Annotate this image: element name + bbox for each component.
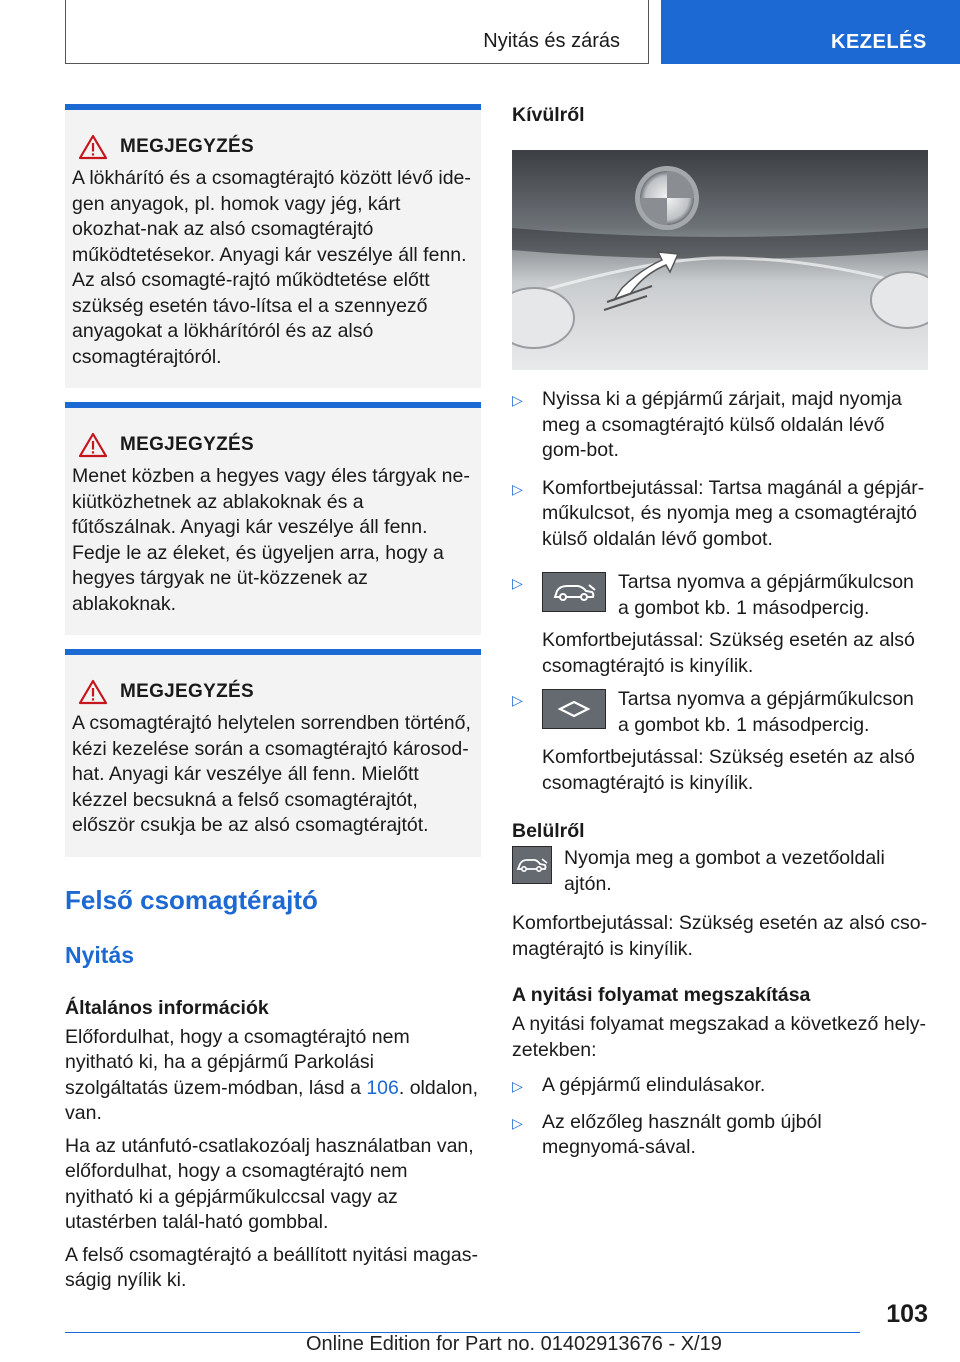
paragraph-heading: Általános információk — [65, 996, 269, 1019]
list-item: ▷ Tartsa nyomva a gépjárműkulcson a gombot kb. 1 másodpercig. Komfortbejutással: Szükség esetén az alsó csomagtérajtó is kinyílik. — [512, 570, 928, 679]
paragraph: Előfordulhat, hogy a csomagtérajtó nem nyitható ki, ha a gépjármű Parkolási szolgáltatás üzem-módban, lásd a 106. oldalon, van. — [65, 1025, 479, 1124]
warning-triangle-icon — [78, 432, 108, 458]
header-chapter-box — [661, 0, 960, 64]
warning-triangle-icon — [78, 679, 108, 705]
bullet-triangle-icon: ▷ — [512, 392, 523, 408]
warning-triangle-icon — [78, 134, 108, 160]
chapter-title: KEZELÉS — [831, 31, 927, 53]
paragraph-heading: A nyitási folyamat megszakítása — [512, 984, 811, 1006]
bullet-triangle-icon: ▷ — [512, 575, 523, 591]
paragraph-heading: Belülről — [512, 820, 585, 842]
note-title: MEGJEGYZÉS — [120, 136, 254, 157]
note-text: A lökhárító és a csomagtérajtó között lévő ide-gen anyagok, pl. homok vagy jég, kárt okozhat-nak az alsó csomagtérajtó működtetésekor. Anyagi kár veszélye áll fenn. Az alsó csomagté-rajtó működtetése előtt szükség esetén távo-lítsa el a szennyező anyagokat a lökhárítóról és az alsó csomagtérajtóról. — [72, 167, 471, 368]
note-title: MEGJEGYZÉS — [120, 434, 254, 455]
diamond-icon — [542, 689, 606, 729]
warning-note — [65, 104, 481, 388]
paragraph: A nyitási folyamat megszakad a következő hely-zetekben: — [512, 1013, 927, 1061]
note-title: MEGJEGYZÉS — [120, 681, 254, 702]
paragraph-heading: Kívülről — [512, 104, 585, 126]
right-column — [512, 104, 928, 1161]
car-tailgate-icon — [542, 572, 606, 612]
header-section-box — [65, 0, 649, 64]
list-item: ▷ Tartsa nyomva a gépjárműkulcson a gombot kb. 1 másodpercig. Komfortbejutással: Szükség esetén az alsó csomagtérajtó is kinyílik. — [512, 687, 928, 796]
subsection-heading: Nyitás — [65, 941, 135, 968]
section-title: Nyitás és zárás — [483, 30, 620, 52]
page-number: 103 — [886, 1300, 928, 1328]
note-text: Menet közben a hegyes vagy éles tárgyak ne-kiütközhetnek az ablakoknak és a fűtőszálnak. Anyagi kár veszélye áll fenn. Fedje le az éleket, és ügyeljen arra, hogy a hegyes tárgyak ne üt-közzenek az ablakoknak. — [72, 465, 470, 615]
list-item: ▷ Az előzőleg használt gomb újból megnyomá-sával. — [512, 1110, 928, 1161]
left-column — [65, 104, 481, 1301]
tailgate-button-photo — [512, 150, 928, 370]
paragraph: Ha az utánfutó-csatlakozóalj használatban van, előfordulhat, hogy a csomagtérajtó nem nyitható ki a gépjárműkulccsal vagy az utastérben talál-ható gombbal. — [65, 1134, 474, 1233]
bullet-triangle-icon: ▷ — [512, 692, 523, 708]
inside-instruction: Nyomja meg a gombot a vezetőoldali ajtón. — [512, 846, 928, 897]
warning-note — [65, 649, 481, 857]
bullet-triangle-icon: ▷ — [512, 480, 523, 497]
paragraph: Komfortbejutással: Szükség esetén az alsó cso-magtérajtó is kinyílik. — [512, 912, 928, 960]
paragraph: A felső csomagtérajtó a beállított nyitási magas-ságig nyílik ki. — [65, 1243, 478, 1291]
list-item: ▷ Komfortbejutással: Tartsa magánál a gépjár-műkulcsot, és nyomja meg a csomagtérajtó külső oldalán lévő gombot. — [512, 476, 928, 553]
car-tailgate-icon — [512, 846, 552, 884]
list-item: ▷ Nyissa ki a gépjármű zárjait, majd nyomja meg a csomagtérajtó külső oldalán lévő gom-bot. — [512, 387, 928, 464]
list-item: ▷ A gépjármű elindulásakor. — [512, 1073, 928, 1100]
note-text: A csomagtérajtó helytelen sorrendben történő, kézi kezelése során a csomagtérajtó károsod-hat. Anyagi kár veszélye áll fenn. Mielőtt kézzel becsukná a felső csomagtérajtót, először csukja be az alsó csomagtérajtót. — [72, 712, 471, 836]
warning-note — [65, 402, 481, 635]
footer-edition: Online Edition for Part no. 01402913676 - X/19 — [306, 1333, 722, 1355]
bullet-triangle-icon: ▷ — [512, 1114, 523, 1131]
page-reference-link[interactable]: 106 — [366, 1076, 399, 1099]
section-heading: Felső csomagtérajtó — [65, 884, 318, 915]
bullet-triangle-icon: ▷ — [512, 1078, 523, 1094]
